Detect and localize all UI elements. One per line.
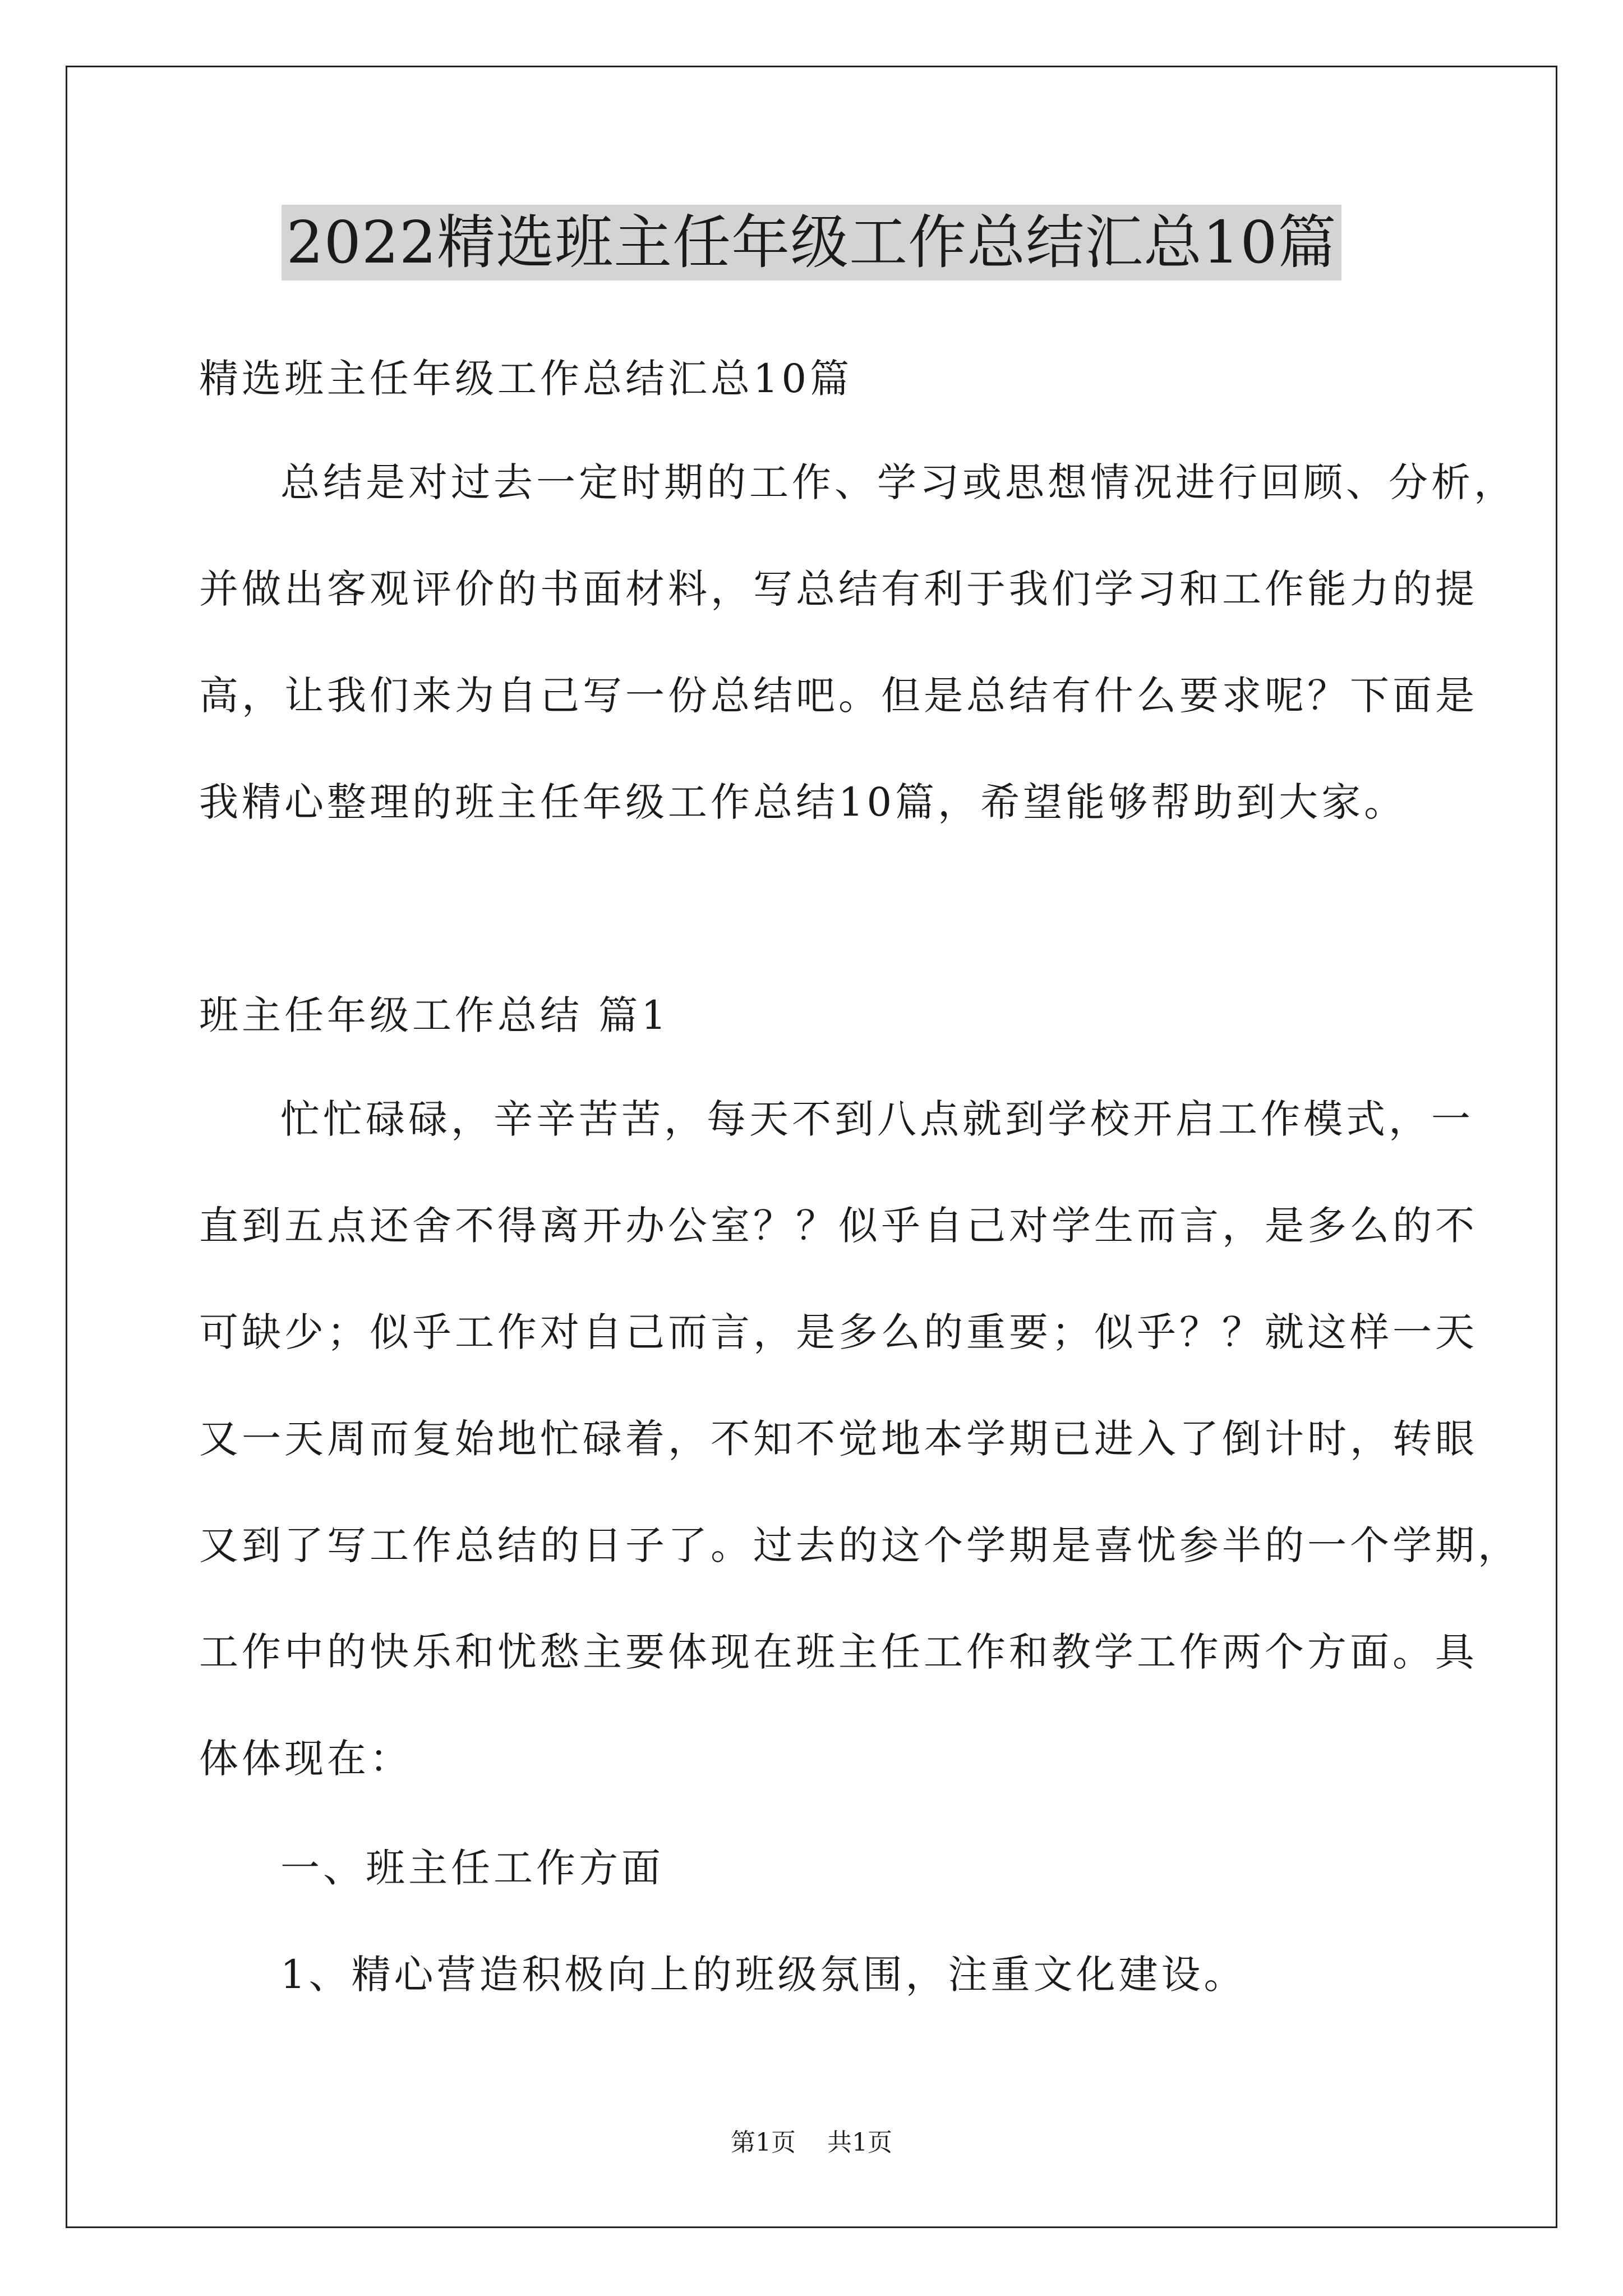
page-footer: 第1页 共1页: [731, 2128, 892, 2157]
body-line: 可缺少；似乎工作对自己而言，是多么的重要；似乎？？就这样一天: [199, 1309, 1478, 1355]
body-line: 又一天周而复始地忙碌着，不知不觉地本学期已进入了倒计时，转眼: [199, 1416, 1478, 1462]
intro-line: 并做出客观评价的书面材料，写总结有利于我们学习和工作能力的提: [199, 566, 1478, 612]
body-line: 工作中的快乐和忧愁主要体现在班主任工作和教学工作两个方面。具: [199, 1629, 1478, 1675]
intro-line: 我精心整理的班主任年级工作总结10篇，希望能够帮助到大家。: [199, 779, 1407, 825]
body-line: 又到了写工作总结的日子了。过去的这个学期是喜忧参半的一个学期，: [199, 1522, 1520, 1568]
intro-line: 高，让我们来为自己写一份总结吧。但是总结有什么要求呢？下面是: [199, 673, 1478, 719]
body-line: 忙忙碌碌，辛辛苦苦，每天不到八点就到学校开启工作模式，一: [280, 1096, 1474, 1142]
subtitle: 精选班主任年级工作总结汇总10篇: [199, 356, 853, 402]
section-heading: 班主任年级工作总结 篇1: [199, 992, 670, 1038]
sub-heading: 一、班主任工作方面: [280, 1845, 664, 1891]
body-line: 体体现在：: [199, 1736, 412, 1782]
list-item: 1、精心营造积极向上的班级氛围，注重文化建设。: [280, 1952, 1247, 1998]
intro-line: 总结是对过去一定时期的工作、学习或思想情况进行回顾、分析，: [280, 459, 1516, 505]
title-wrap: [0, 205, 1623, 280]
document-title: 2022精选班主任年级工作总结汇总10篇: [282, 205, 1341, 280]
body-line: 直到五点还舍不得离开办公室？？似乎自己对学生而言，是多么的不: [199, 1203, 1478, 1249]
